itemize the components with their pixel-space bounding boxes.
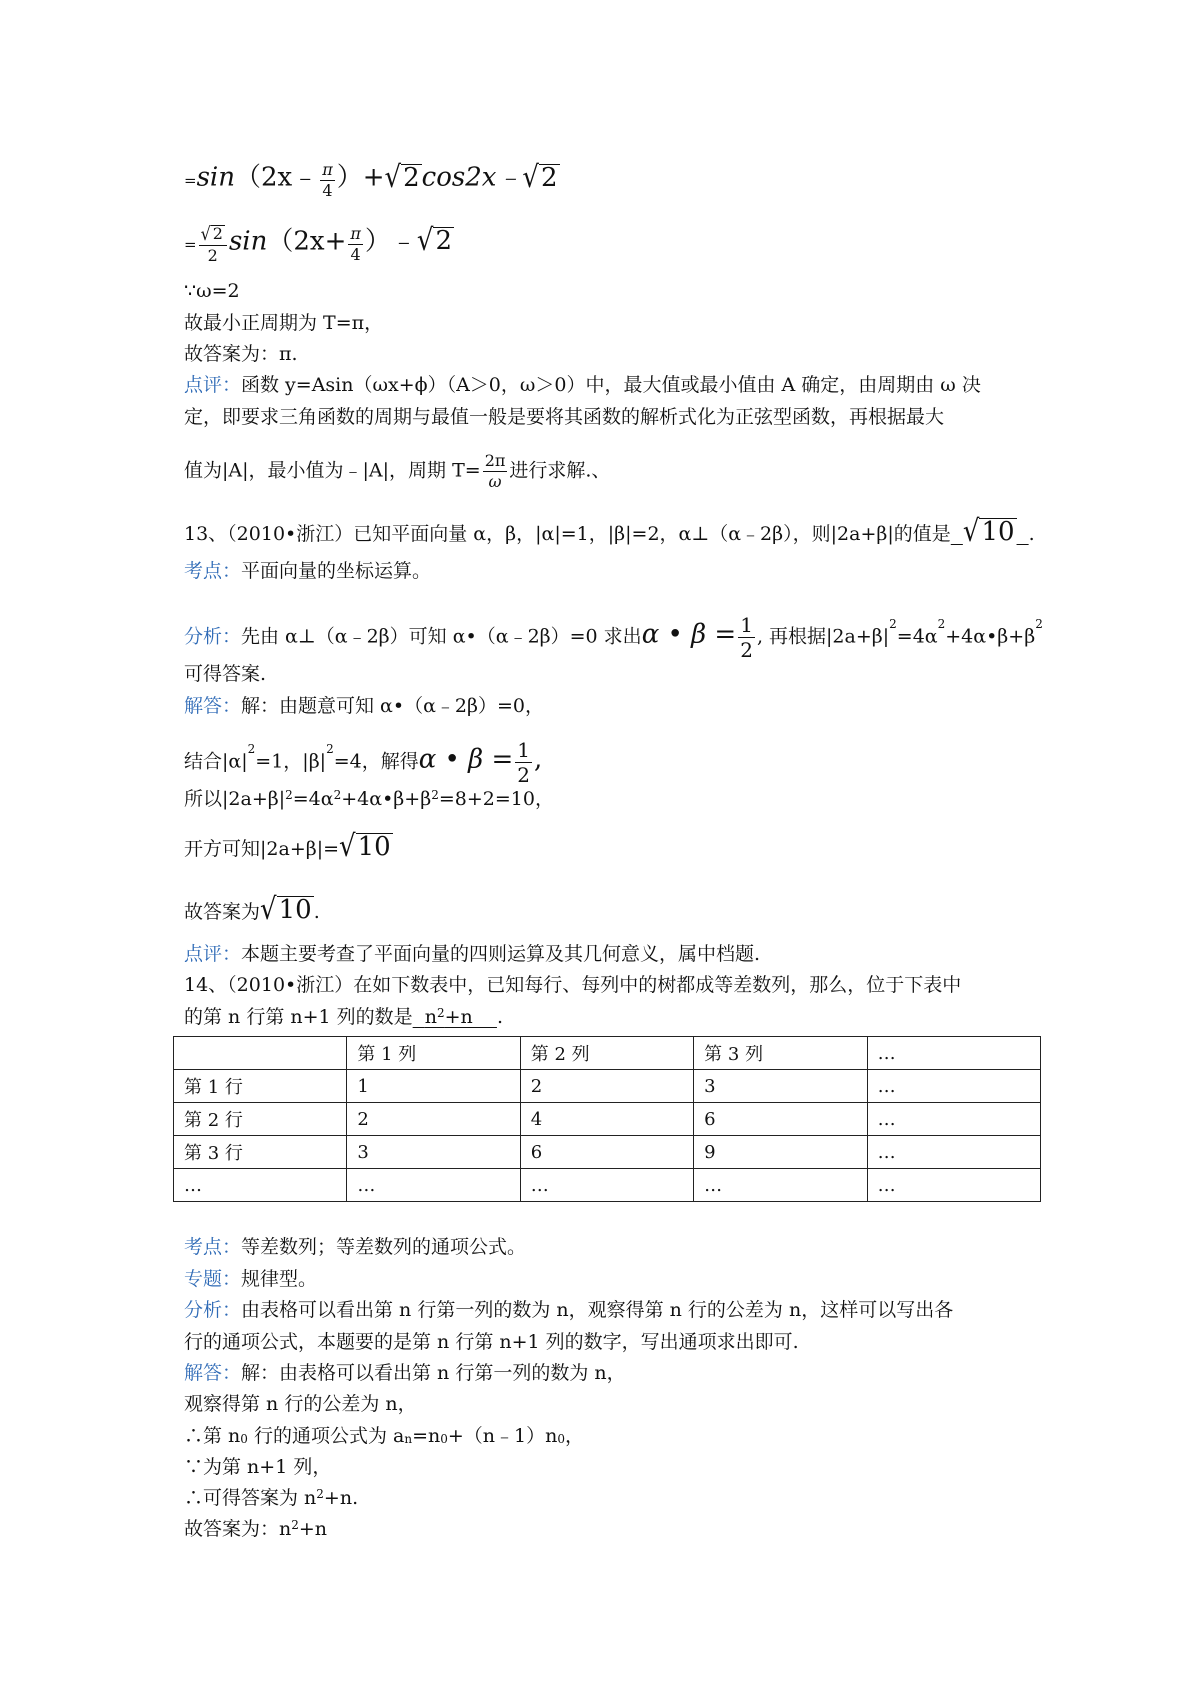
text-line bbox=[184, 1297, 953, 1323]
subscript: 0 bbox=[557, 1432, 566, 1446]
text-line: 观察得第 n 行的公差为 n， bbox=[184, 1393, 417, 1415]
numerator: 2π bbox=[484, 451, 506, 470]
text-line: ∵ω=2 bbox=[184, 280, 240, 302]
text-line bbox=[184, 558, 431, 584]
text-line bbox=[184, 1423, 584, 1449]
text: = bbox=[184, 235, 197, 254]
text-line: ∵为第 n+1 列， bbox=[184, 1456, 332, 1478]
answer-blank bbox=[951, 514, 1029, 550]
table-row bbox=[174, 1136, 1041, 1169]
text: . bbox=[496, 1006, 503, 1028]
table-cell: 6 bbox=[694, 1103, 867, 1136]
table-cell: 2 bbox=[347, 1103, 520, 1136]
denominator: ω bbox=[488, 472, 502, 491]
text: 平面向量的坐标运算。 bbox=[241, 560, 432, 582]
sqrt: √ 2 bbox=[200, 222, 223, 245]
sqrt: √2 bbox=[416, 224, 453, 259]
text: ∴可得答案为 n bbox=[184, 1487, 317, 1509]
table-cell: 3 bbox=[694, 1070, 867, 1103]
table-cell: … bbox=[867, 1070, 1040, 1103]
math-text: （2x﹣ bbox=[234, 162, 319, 193]
superscript: 2 bbox=[431, 788, 439, 802]
text-line bbox=[184, 941, 760, 967]
denominator: 2 bbox=[207, 245, 218, 265]
math-text: ）﹣ bbox=[364, 226, 417, 257]
text-line bbox=[184, 1266, 317, 1292]
text-line: 故答案为：π. bbox=[184, 343, 298, 365]
math-text: sin bbox=[228, 226, 268, 257]
numerator: 1 bbox=[517, 738, 530, 762]
math-text: sin bbox=[196, 162, 235, 193]
superscript: 2 bbox=[333, 788, 342, 802]
text: +4α•β+β bbox=[945, 625, 1036, 648]
math-text: α • β = bbox=[641, 619, 737, 650]
text: =n bbox=[412, 1425, 441, 1447]
numerator: π bbox=[350, 223, 361, 243]
table-row bbox=[174, 1070, 1041, 1103]
denominator: 4 bbox=[350, 244, 361, 264]
subscript: n bbox=[404, 1432, 413, 1446]
question-14-line-2 bbox=[184, 1004, 503, 1030]
fraction bbox=[483, 453, 508, 490]
table-row bbox=[174, 1103, 1041, 1136]
table-cell: 第 1 行 bbox=[174, 1070, 347, 1103]
label-comment: 点评： bbox=[184, 374, 242, 396]
sqrt: √2 bbox=[522, 160, 558, 195]
text-line: 故最小正周期为 T=π， bbox=[184, 312, 384, 334]
text: 等差数列；等差数列的通项公式。 bbox=[241, 1236, 527, 1258]
label-kaodian: 考点： bbox=[184, 560, 242, 582]
text: 由表格可以看出第 n 行第一列的数为 n，观察得第 n 行的公差为 n，这样可以写出各 bbox=[241, 1299, 954, 1321]
text: 规律型。 bbox=[241, 1268, 318, 1290]
text: 所以|2a+β| bbox=[184, 788, 286, 810]
denominator: 2 bbox=[517, 763, 530, 787]
text-line bbox=[184, 1234, 526, 1260]
text: =4，解得 bbox=[333, 750, 419, 773]
label-jieda: 解答： bbox=[184, 1362, 242, 1384]
table-cell: … bbox=[867, 1136, 1040, 1169]
fraction bbox=[348, 223, 363, 264]
label-kaodian: 考点： bbox=[184, 1236, 242, 1258]
table-cell: … bbox=[694, 1169, 867, 1202]
label-dianping: 点评： bbox=[184, 943, 242, 965]
question-13 bbox=[184, 514, 1035, 550]
text: . bbox=[313, 901, 320, 923]
fraction bbox=[320, 162, 335, 199]
text: +4α•β+β bbox=[341, 788, 432, 810]
fraction bbox=[738, 615, 755, 660]
table-cell: … bbox=[867, 1103, 1040, 1136]
numerator: 1 bbox=[740, 613, 753, 637]
text: 进行求解.、 bbox=[509, 459, 611, 482]
superscript: 2 bbox=[247, 742, 256, 756]
superscript: 2 bbox=[326, 742, 334, 756]
text-line: 定，即要求三角函数的周期与最值一般是要将其函数的解析式化为正弦型函数，再根据最大 bbox=[184, 406, 945, 428]
text-line bbox=[184, 1516, 327, 1542]
text: 值为|A|，最小值为﹣|A|，周期 T= bbox=[184, 459, 481, 482]
text-line bbox=[184, 786, 554, 812]
radicand: 2 bbox=[435, 226, 453, 257]
text: ， bbox=[565, 1425, 585, 1447]
superscript: 2 bbox=[285, 788, 293, 802]
text: 结合|α| bbox=[184, 750, 248, 773]
table-cell: 6 bbox=[520, 1136, 693, 1169]
text: 的第 n 行第 n+1 列的数是 bbox=[184, 1006, 413, 1028]
label-zhuanti: 专题： bbox=[184, 1268, 242, 1290]
text: =8+2=10， bbox=[438, 788, 554, 810]
text: =1，|β| bbox=[255, 750, 327, 773]
table-cell: … bbox=[174, 1169, 347, 1202]
table-cell: 3 bbox=[347, 1136, 520, 1169]
comment-line bbox=[184, 372, 981, 398]
denominator: 2 bbox=[740, 638, 753, 662]
text: , 再根据|2a+β| bbox=[756, 625, 890, 648]
text: 13、（2010•浙江）已知平面向量 α，β，|α|=1，|β|=2，α⊥（α﹣2β），则|2a+β|的值是 bbox=[184, 523, 951, 545]
text: = bbox=[184, 171, 197, 190]
text: +（n﹣1）n bbox=[447, 1425, 558, 1447]
math-text: cos2x﹣ bbox=[421, 162, 523, 193]
text: ∴第 n bbox=[184, 1425, 241, 1447]
text: 开方可知|2a+β|= bbox=[184, 838, 340, 860]
radicand: 2 bbox=[403, 162, 420, 193]
sqrt: √10 bbox=[260, 892, 312, 928]
text: , bbox=[533, 744, 543, 775]
fraction bbox=[199, 222, 227, 265]
label-fenxi: 分析： bbox=[184, 625, 242, 648]
label-jieda: 解答： bbox=[184, 695, 242, 717]
radicand: 10 bbox=[278, 895, 312, 925]
text: 本题主要考查了平面向量的四则运算及其几何意义，属中档题. bbox=[241, 943, 761, 965]
subscript: 0 bbox=[440, 1432, 448, 1446]
text: +n bbox=[298, 1518, 328, 1540]
table-cell: … bbox=[347, 1169, 520, 1202]
text-line bbox=[184, 693, 544, 719]
question-14-line-1: 14、（2010•浙江）在如下数表中，已知每行、每列中的树都成等差数列，那么，位于下表中 bbox=[184, 974, 962, 996]
table-cell: 第 2 行 bbox=[174, 1103, 347, 1136]
sqrt: √10 bbox=[339, 829, 391, 865]
eq-line-2 bbox=[184, 222, 454, 265]
table-cell: 第 3 列 bbox=[694, 1037, 867, 1070]
superscript: 2 bbox=[291, 1518, 299, 1532]
number-table bbox=[173, 1036, 1041, 1202]
text: 先由 α⊥（α﹣2β）可知 α•（α﹣2β）=0 求出 bbox=[241, 625, 642, 648]
table-cell: … bbox=[867, 1037, 1040, 1070]
text: 解：由题意可知 α•（α﹣2β）=0， bbox=[241, 695, 545, 717]
table-cell: 2 bbox=[520, 1070, 693, 1103]
sqrt: √10 bbox=[962, 514, 1015, 550]
superscript: 2 bbox=[1035, 617, 1043, 631]
superscript: 2 bbox=[889, 617, 897, 631]
text-line: 可得答案. bbox=[184, 663, 267, 685]
denominator: 4 bbox=[322, 181, 333, 200]
table-cell: 第 1 列 bbox=[347, 1037, 520, 1070]
text: 故答案为：n bbox=[184, 1518, 292, 1540]
radicand: 2 bbox=[540, 162, 558, 193]
radicand: 10 bbox=[357, 832, 391, 862]
text-line bbox=[184, 892, 320, 928]
text: 故答案为 bbox=[184, 901, 261, 923]
text: 行的通项公式为 a bbox=[247, 1425, 405, 1447]
math-text: ）+ bbox=[336, 162, 385, 193]
label-fenxi: 分析： bbox=[184, 1299, 242, 1321]
superscript: 2 bbox=[937, 617, 946, 631]
radicand: 10 bbox=[981, 517, 1015, 547]
text-line bbox=[184, 1360, 626, 1386]
text-line bbox=[184, 453, 610, 490]
analysis-line bbox=[184, 615, 1043, 660]
table-cell: 4 bbox=[520, 1103, 693, 1136]
text: =4α bbox=[896, 625, 938, 648]
sqrt: √2 bbox=[384, 160, 420, 195]
fraction bbox=[515, 740, 532, 785]
text: 函数 y=Asin（ωx+ϕ）（A＞0，ω＞0）中，最大值或最小值由 A 确定，由周期由 ω 决 bbox=[241, 374, 981, 396]
text: 解：由表格可以看出第 n 行第一列的数为 n， bbox=[241, 1362, 626, 1384]
text: =4α bbox=[292, 788, 334, 810]
math-text: （2x+ bbox=[267, 226, 347, 257]
table-row bbox=[174, 1169, 1041, 1202]
radicand: 2 bbox=[212, 224, 223, 243]
text-line bbox=[184, 829, 393, 865]
table-cell: 1 bbox=[347, 1070, 520, 1103]
superscript: 2 bbox=[316, 1487, 324, 1501]
text-line bbox=[184, 740, 542, 785]
text-line bbox=[184, 1485, 358, 1511]
table-header-row bbox=[174, 1037, 1041, 1070]
answer-blank: $n^2+n$ bbox=[424, 1006, 497, 1028]
table-cell bbox=[174, 1037, 347, 1070]
numerator bbox=[199, 222, 227, 246]
math-text: α • β = bbox=[418, 744, 514, 775]
table-cell: … bbox=[867, 1169, 1040, 1202]
text: +n. bbox=[323, 1487, 359, 1509]
text: . bbox=[1028, 523, 1035, 545]
text-line: 行的通项公式，本题要的是第 n 行第 n+1 列的数字，写出通项求出即可. bbox=[184, 1331, 799, 1353]
subscript: 0 bbox=[240, 1432, 248, 1446]
table-cell: … bbox=[520, 1169, 693, 1202]
table-cell: 9 bbox=[694, 1136, 867, 1169]
table-cell: 第 3 行 bbox=[174, 1136, 347, 1169]
numerator: π bbox=[322, 160, 333, 179]
eq-line-1 bbox=[184, 162, 560, 199]
table-cell: 第 2 列 bbox=[520, 1037, 693, 1070]
